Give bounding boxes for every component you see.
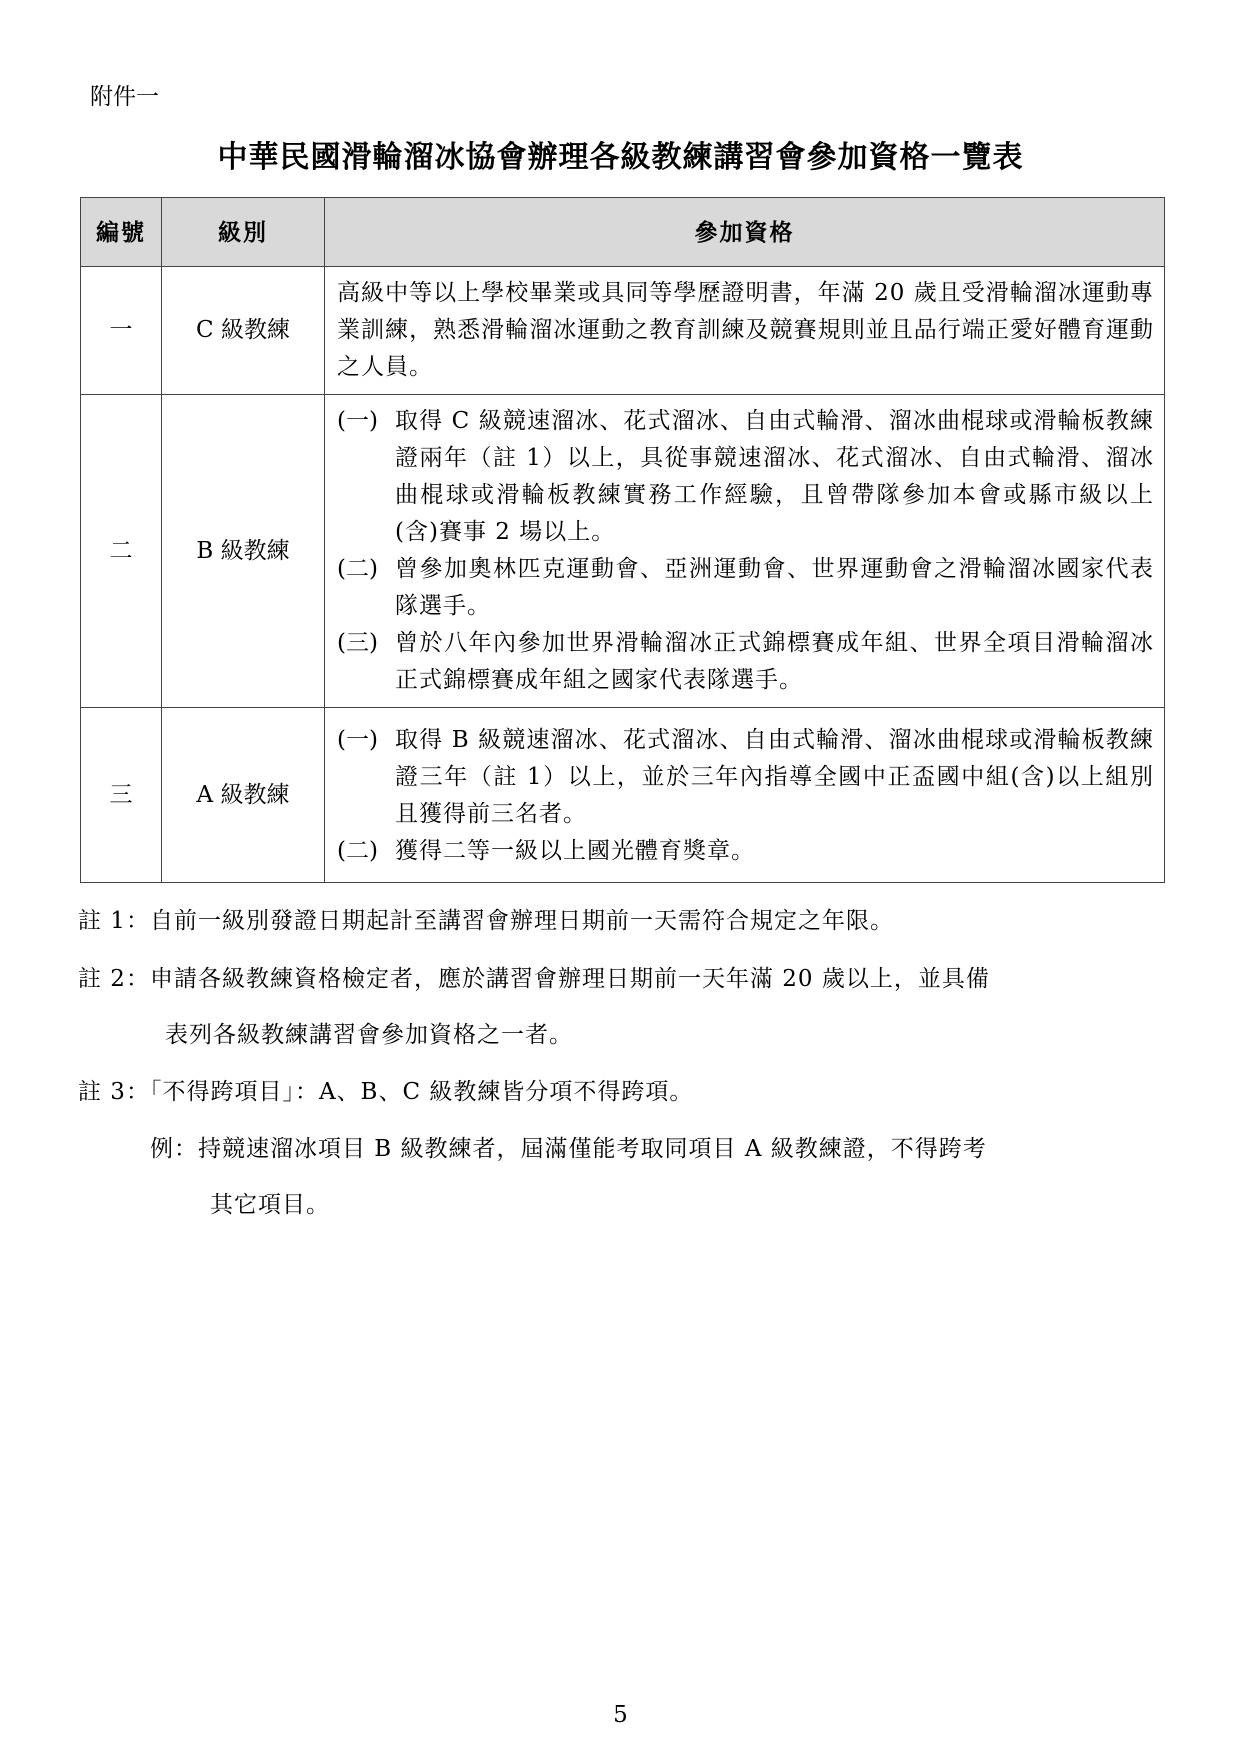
row-qualification (325, 267, 1165, 395)
header-number: 編號 (81, 198, 162, 267)
qualification-item (337, 833, 1154, 870)
qualification-item (337, 403, 1154, 551)
table-row (81, 708, 1165, 883)
qualification-item (337, 551, 1154, 625)
qualification-item (337, 722, 1154, 833)
note-1: 註 1：自前一級別發證日期起計至講習會辦理日期前一天需符合規定之年限。 (78, 908, 894, 934)
qualification-text: 高級中等以上學校畢業或具同等學歷證明書，年滿 20 歲且受滑輪溜冰運動專業訓練，熟悉滑輪溜冰運動之教育訓練及競賽規則並且品行端正愛好體育運動之人員。 (337, 280, 1154, 380)
table-row (81, 395, 1165, 708)
row-level: A 級教練 (162, 708, 325, 883)
item-marker: (二) (337, 838, 378, 864)
note-example: 例：持競速溜冰項目 B 級教練者，屆滿僅能考取同項目 A 級教練證，不得跨考 (150, 1136, 987, 1162)
item-text: 曾於八年內參加世界滑輪溜冰正式錦標賽成年組、世界全項目滑輪溜冰正式錦標賽成年組之國家代表隊選手。 (395, 630, 1154, 693)
item-text: 取得 B 級競速溜冰、花式溜冰、自由式輪滑、溜冰曲棍球或滑輪板教練證三年（註 1）以上，並於三年內指導全國中正盃國中組(含)以上組別且獲得前三名者。 (395, 727, 1154, 827)
item-text: 獲得二等一級以上國光體育獎章。 (395, 838, 755, 864)
item-marker: (二) (337, 556, 378, 582)
row-number: 一 (81, 267, 162, 395)
page-number: 5 (613, 1702, 628, 1728)
table-row (81, 267, 1165, 395)
note-3: 註 3：「不得跨項目」：A、B、C 級教練皆分項不得跨項。 (78, 1079, 694, 1105)
table-header-row (81, 198, 1165, 267)
header-qualification: 參加資格 (325, 198, 1165, 267)
note-example-continuation: 其它項目。 (210, 1192, 330, 1218)
item-marker: (一) (337, 408, 378, 434)
row-number: 三 (81, 708, 162, 883)
document-title: 中華民國滑輪溜冰協會辦理各級教練講習會參加資格一覽表 (217, 140, 1024, 175)
row-level: C 級教練 (162, 267, 325, 395)
item-text: 取得 C 級競速溜冰、花式溜冰、自由式輪滑、溜冰曲棍球或滑輪板教練證兩年（註 1）以上，具從事競速溜冰、花式溜冰、自由式輪滑、溜冰曲棍球或滑輪板教練實務工作經驗，且曾帶隊參加本會或縣市級以上(含)賽事 2 場以上。 (395, 408, 1154, 545)
row-qualification (325, 395, 1165, 708)
attachment-label: 附件一 (90, 84, 159, 110)
item-marker: (三) (337, 630, 378, 656)
header-level: 級別 (162, 198, 325, 267)
note-2: 註 2：申請各級教練資格檢定者，應於講習會辦理日期前一天年滿 20 歲以上，並具備 (78, 966, 990, 992)
item-text: 曾參加奧林匹克運動會、亞洲運動會、世界運動會之滑輪溜冰國家代表隊選手。 (395, 556, 1154, 619)
row-level: B 級教練 (162, 395, 325, 708)
qualification-item (337, 625, 1154, 699)
row-number: 二 (81, 395, 162, 708)
note-2-continuation: 表列各級教練講習會參加資格之一者。 (165, 1022, 573, 1048)
row-qualification (325, 708, 1165, 883)
qualification-table (80, 197, 1165, 883)
item-marker: (一) (337, 727, 378, 753)
